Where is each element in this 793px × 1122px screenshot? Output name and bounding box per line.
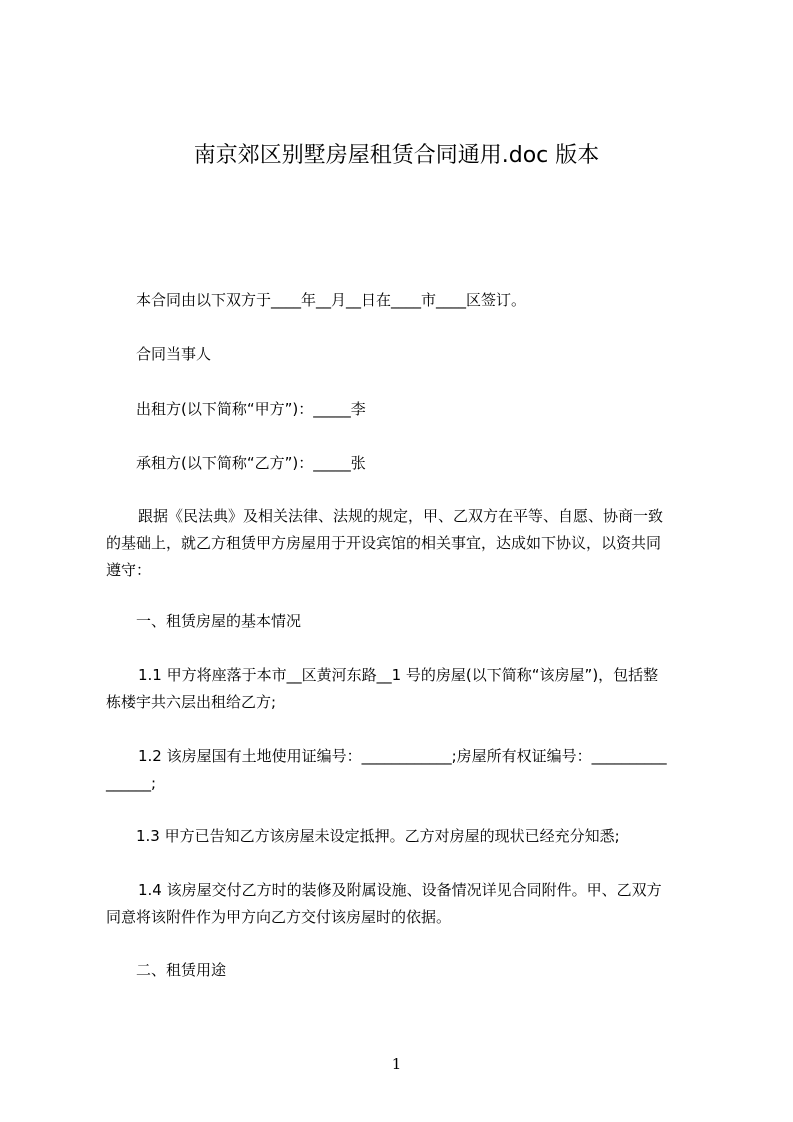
clause-1-2-line1: 1.2 该房屋国有土地使用证编号：____________;房屋所有权证编号：__________ <box>138 747 667 765</box>
clause-1-1-line2: 栋楼宇共六层出租给乙方; <box>106 693 277 711</box>
paragraph-basis-line3: 遵守： <box>106 561 152 579</box>
paragraph-lessee: 承租方(以下简称“乙方”)：_____张 <box>136 454 366 472</box>
paragraph-parties-heading: 合同当事人 <box>136 345 212 363</box>
clause-1-2-line2: ______; <box>106 774 157 792</box>
paragraph-lessor: 出租方(以下简称“甲方”)：_____李 <box>136 400 366 418</box>
clause-1-1-line1: 1.1 甲方将座落于本市__区黄河东路__1 号的房屋(以下简称“该房屋”)，包括整 <box>138 666 659 684</box>
clause-1-4-line2: 同意将该附件作为甲方向乙方交付该房屋时的依据。 <box>106 908 452 926</box>
section-heading-1: 一、租赁房屋的基本情况 <box>136 612 302 630</box>
clause-1-3: 1.3 甲方已告知乙方该房屋未设定抵押。乙方对房屋的现状已经充分知悉; <box>136 827 620 845</box>
paragraph-basis-line1: 跟据《民法典》及相关法律、法规的规定，甲、乙双方在平等、自愿、协商一致 <box>138 507 664 525</box>
document-title: 南京郊区别墅房屋租赁合同通用.doc 版本 <box>193 143 600 168</box>
section-heading-2: 二、租赁用途 <box>136 961 227 979</box>
page-number: 1 <box>391 1055 402 1073</box>
clause-1-4-line1: 1.4 该房屋交付乙方时的装修及附属设施、设备情况详见合同附件。甲、乙双方 <box>138 881 662 899</box>
paragraph-basis-line2: 的基础上，就乙方租赁甲方房屋用于开设宾馆的相关事宜，达成如下协议，以资共同 <box>106 534 662 552</box>
paragraph-signing: 本合同由以下双方于____年__月__日在____市____区签订。 <box>136 291 527 309</box>
